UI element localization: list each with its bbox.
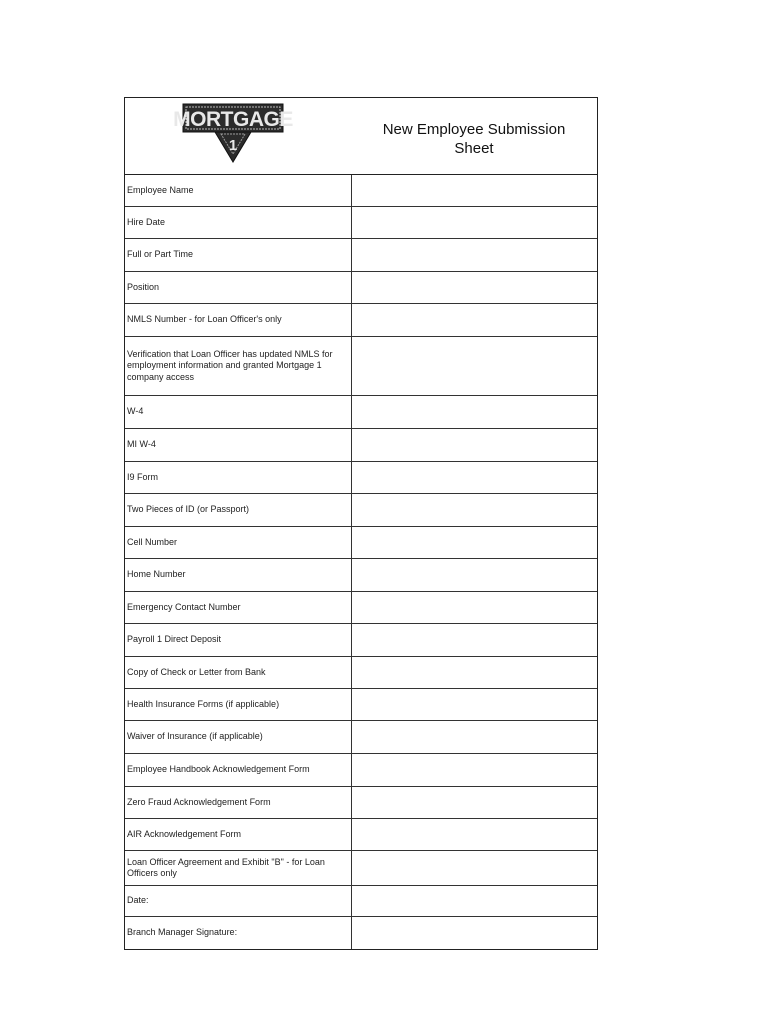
form-row xyxy=(125,239,597,272)
row-value-field[interactable] xyxy=(352,462,597,493)
row-label: I9 Form xyxy=(125,462,352,493)
row-value-field[interactable] xyxy=(352,304,597,336)
row-value-field[interactable] xyxy=(352,592,597,623)
row-value-field[interactable] xyxy=(352,429,597,461)
form-row xyxy=(125,851,597,886)
row-value-field[interactable] xyxy=(352,754,597,786)
form-row xyxy=(125,721,597,754)
row-label: Home Number xyxy=(125,559,352,591)
mortgage-1-logo xyxy=(173,102,293,166)
form-row xyxy=(125,337,597,396)
row-label: Payroll 1 Direct Deposit xyxy=(125,624,352,656)
row-label: Employee Handbook Acknowledgement Form xyxy=(125,754,352,786)
form-row xyxy=(125,494,597,527)
form-row xyxy=(125,819,597,851)
row-value-field[interactable] xyxy=(352,337,597,395)
row-value-field[interactable] xyxy=(352,787,597,818)
form-row xyxy=(125,527,597,559)
row-value-field[interactable] xyxy=(352,624,597,656)
row-label: AIR Acknowledgement Form xyxy=(125,819,352,850)
form-row xyxy=(125,624,597,657)
form-row xyxy=(125,754,597,787)
form-row xyxy=(125,787,597,819)
row-label: Employee Name xyxy=(125,175,352,206)
sheet-title: New Employee Submission Sheet xyxy=(382,121,566,157)
row-label: W-4 xyxy=(125,396,352,428)
row-label: Two Pieces of ID (or Passport) xyxy=(125,494,352,526)
submission-sheet xyxy=(124,97,598,950)
row-label: Health Insurance Forms (if applicable) xyxy=(125,689,352,720)
form-row xyxy=(125,886,597,917)
form-row xyxy=(125,917,597,949)
form-row xyxy=(125,462,597,494)
row-label: Copy of Check or Letter from Bank xyxy=(125,657,352,688)
row-value-field[interactable] xyxy=(352,396,597,428)
row-value-field[interactable] xyxy=(352,886,597,916)
row-label: NMLS Number - for Loan Officer's only xyxy=(125,304,352,336)
form-row xyxy=(125,272,597,304)
title-cell xyxy=(351,98,597,174)
form-row xyxy=(125,657,597,689)
row-value-field[interactable] xyxy=(352,851,597,885)
sheet-header xyxy=(125,98,597,175)
row-label: Full or Part Time xyxy=(125,239,352,271)
row-value-field[interactable] xyxy=(352,689,597,720)
row-value-field[interactable] xyxy=(352,239,597,271)
form-row xyxy=(125,592,597,624)
row-label: Position xyxy=(125,272,352,303)
form-row xyxy=(125,559,597,592)
form-row xyxy=(125,175,597,207)
form-row xyxy=(125,689,597,721)
row-label: Verification that Loan Officer has updated NMLS for employment information and granted Mortgage 1 company access xyxy=(125,337,352,395)
row-value-field[interactable] xyxy=(352,721,597,753)
row-value-field[interactable] xyxy=(352,207,597,238)
row-label: MI W-4 xyxy=(125,429,352,461)
row-value-field[interactable] xyxy=(352,657,597,688)
row-label: Emergency Contact Number xyxy=(125,592,352,623)
row-value-field[interactable] xyxy=(352,917,597,949)
row-value-field[interactable] xyxy=(352,527,597,558)
form-row xyxy=(125,304,597,337)
form-row xyxy=(125,396,597,429)
row-value-field[interactable] xyxy=(352,559,597,591)
row-label: Date: xyxy=(125,886,352,916)
row-value-field[interactable] xyxy=(352,175,597,206)
row-label: Zero Fraud Acknowledgement Form xyxy=(125,787,352,818)
row-label: Cell Number xyxy=(125,527,352,558)
form-rows xyxy=(125,175,597,949)
row-value-field[interactable] xyxy=(352,819,597,850)
row-value-field[interactable] xyxy=(352,272,597,303)
form-row xyxy=(125,429,597,462)
row-label: Branch Manager Signature: xyxy=(125,917,352,949)
logo-numeral: 1 xyxy=(228,137,238,154)
row-value-field[interactable] xyxy=(352,494,597,526)
form-row xyxy=(125,207,597,239)
row-label: Loan Officer Agreement and Exhibit "B" - for Loan Officers only xyxy=(125,851,352,885)
logo-cell xyxy=(125,98,351,174)
row-label: Waiver of Insurance (if applicable) xyxy=(125,721,352,753)
row-label: Hire Date xyxy=(125,207,352,238)
logo-text: MORTGAGE xyxy=(173,108,293,131)
